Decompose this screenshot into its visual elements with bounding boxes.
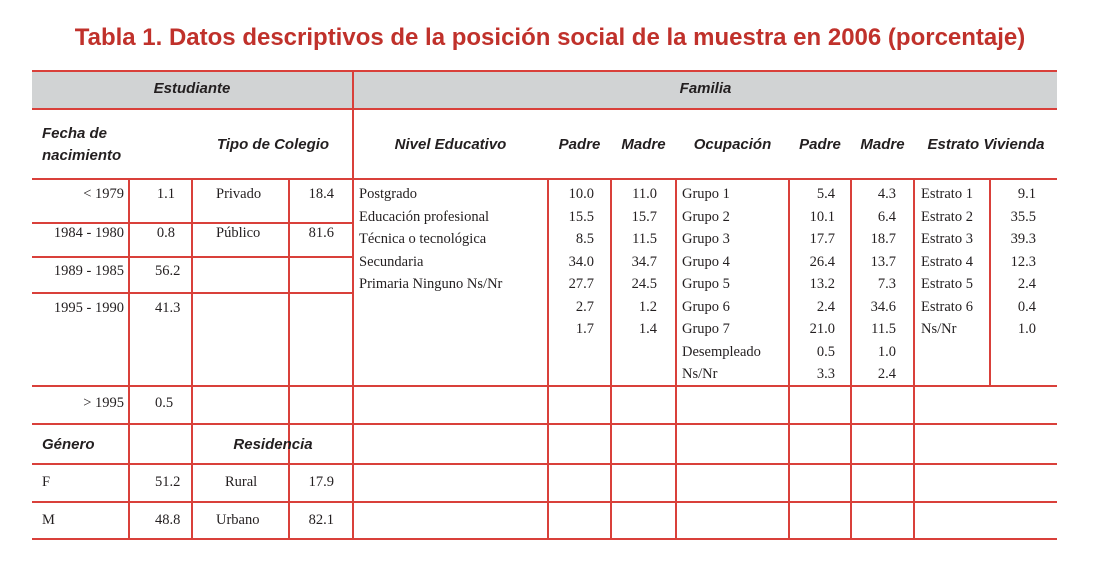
rule-row-m xyxy=(32,501,1057,503)
education-mother-value: 1.2 xyxy=(638,298,657,315)
rule-row-gt1995 xyxy=(32,385,1057,387)
occupation-father-value: 13.2 xyxy=(809,276,835,292)
header-housing-stratum: Estrato Vivienda xyxy=(927,136,1045,153)
education-father-value: 1.7 xyxy=(575,321,594,337)
occupation-father-value: 3.3 xyxy=(816,366,835,382)
education-level-2: Educación profesional xyxy=(359,208,490,225)
gender-label-m: M xyxy=(42,512,55,528)
education-father-value: 8.5 xyxy=(575,231,594,247)
header-education-mother: Madre xyxy=(621,136,666,153)
occupation-father-value: 21.0 xyxy=(809,321,835,337)
birth-label-5: > 1995 xyxy=(83,395,124,411)
stratum-label: Estrato 5 xyxy=(921,276,973,292)
education-mother-value: 15.7 xyxy=(631,208,657,225)
header-school-type: Tipo de Colegio xyxy=(216,136,330,153)
stratum-label: Estrato 3 xyxy=(921,231,973,247)
occupation-mother-value: 4.3 xyxy=(877,186,896,202)
col-rule-11 xyxy=(989,178,991,386)
occupation-mother-value: 7.3 xyxy=(877,276,896,292)
school-label-1: Privado xyxy=(216,186,262,202)
occupation-group: Grupo 3 xyxy=(682,231,730,247)
occupation-group: Grupo 4 xyxy=(682,253,730,270)
birth-label-4: 1995 - 1990 xyxy=(53,300,124,316)
occupation-group-list xyxy=(682,183,761,386)
stratum-label: Estrato 2 xyxy=(921,208,973,225)
occupation-mother-value: 34.6 xyxy=(870,298,896,315)
education-mother-value: 1.4 xyxy=(638,321,657,337)
birth-value-2: 0.8 xyxy=(156,225,175,241)
stratum-label: Estrato 4 xyxy=(921,253,973,270)
occupation-father-value: 2.4 xyxy=(816,298,835,315)
occupation-group: Grupo 2 xyxy=(682,208,730,225)
birth-label-2: 1984 - 1980 xyxy=(53,225,124,241)
occupation-mother-value: 2.4 xyxy=(877,366,896,382)
occupation-mother-values xyxy=(852,183,896,386)
stratum-value: 9.1 xyxy=(1017,186,1036,202)
residence-value-urban: 82.1 xyxy=(308,512,334,528)
residence-label-rural: Rural xyxy=(225,474,258,490)
rule-under-headers xyxy=(32,178,1057,180)
header-gender: Género xyxy=(42,436,95,453)
header-occupation-mother: Madre xyxy=(860,136,905,153)
occupation-father-value: 5.4 xyxy=(816,186,835,202)
stratum-label: Estrato 1 xyxy=(921,186,973,202)
education-level-4: Secundaria xyxy=(359,253,424,270)
school-value-2: 81.6 xyxy=(308,225,334,241)
stratum-value: 12.3 xyxy=(1010,253,1036,270)
education-level-1: Postgrado xyxy=(359,186,417,202)
stratum-value-list xyxy=(992,183,1036,341)
birth-label-1: < 1979 xyxy=(83,186,124,202)
education-father-value: 10.0 xyxy=(568,186,594,202)
education-father-values xyxy=(549,183,594,341)
occupation-group: Grupo 1 xyxy=(682,186,730,202)
gender-label-f: F xyxy=(42,474,51,490)
birth-value-1: 1.1 xyxy=(156,186,175,202)
occupation-mother-value: 1.0 xyxy=(877,343,896,360)
occupation-group: Desempleado xyxy=(682,343,761,360)
occupation-group: Grupo 5 xyxy=(682,276,730,292)
education-mother-value: 24.5 xyxy=(631,276,657,292)
education-mother-value: 11.5 xyxy=(632,231,657,247)
birth-label-3: 1989 - 1985 xyxy=(53,263,124,279)
rule-row-f xyxy=(32,463,1057,465)
header-birth-date: Fecha de nacimiento xyxy=(42,125,122,164)
rule-under-sections xyxy=(32,108,1057,110)
header-education-level: Nivel Educativo xyxy=(394,136,507,153)
stratum-value: 2.4 xyxy=(1017,276,1036,292)
stratum-value: 35.5 xyxy=(1010,208,1036,225)
school-label-2: Público xyxy=(216,225,261,241)
education-father-value: 15.5 xyxy=(568,208,594,225)
education-father-value: 27.7 xyxy=(568,276,594,292)
occupation-group: Ns/Nr xyxy=(682,366,718,382)
occupation-mother-value: 6.4 xyxy=(877,208,896,225)
education-level-5: Primaria Ninguno Ns/Nr xyxy=(359,276,503,292)
occupation-father-value: 10.1 xyxy=(809,208,835,225)
occupation-father-value: 26.4 xyxy=(809,253,835,270)
education-level-list xyxy=(359,183,502,296)
residence-label-urban: Urbano xyxy=(216,512,260,528)
birth-value-5: 0.5 xyxy=(155,395,174,411)
header-residence: Residencia xyxy=(233,436,313,453)
education-mother-value: 11.0 xyxy=(632,186,657,202)
birth-value-4: 41.3 xyxy=(155,300,181,316)
stratum-value: 39.3 xyxy=(1010,231,1036,247)
stratum-label: Estrato 6 xyxy=(921,298,973,315)
rule-top xyxy=(32,70,1057,72)
occupation-mother-value: 13.7 xyxy=(870,253,896,270)
data-table xyxy=(32,70,1057,540)
header-occupation: Ocupación xyxy=(693,136,772,153)
rule-bottom xyxy=(32,538,1057,540)
school-value-1: 18.4 xyxy=(308,186,334,202)
col-rule-2 xyxy=(191,178,193,539)
occupation-father-values xyxy=(790,183,835,386)
stratum-value: 0.4 xyxy=(1017,298,1036,315)
stratum-value: 1.0 xyxy=(1017,321,1036,337)
occupation-father-value: 0.5 xyxy=(816,343,835,360)
table-title: Tabla 1. Datos descriptivos de la posición social de la muestra en 2006 (porcentaje) xyxy=(74,24,1026,51)
education-father-value: 2.7 xyxy=(575,298,594,315)
education-level-3: Técnica o tecnológica xyxy=(359,231,487,247)
header-education-father: Padre xyxy=(558,136,601,153)
section-student: Estudiante xyxy=(153,80,231,97)
education-mother-value: 34.7 xyxy=(631,253,657,270)
birth-value-3: 56.2 xyxy=(155,263,181,279)
section-family: Familia xyxy=(679,80,732,97)
residence-value-rural: 17.9 xyxy=(308,474,334,490)
occupation-father-value: 17.7 xyxy=(809,231,835,247)
col-rule-10 xyxy=(913,178,915,539)
education-mother-values xyxy=(612,183,657,341)
gender-value-f: 51.2 xyxy=(155,474,181,490)
header-occupation-father: Padre xyxy=(799,136,841,153)
stratum-label-list xyxy=(921,183,973,341)
occupation-mother-value: 18.7 xyxy=(870,231,896,247)
education-father-value: 34.0 xyxy=(568,253,594,270)
occupation-group: Grupo 6 xyxy=(682,298,730,315)
occupation-group: Grupo 7 xyxy=(682,321,730,337)
col-rule-7 xyxy=(675,178,677,539)
stratum-label: Ns/Nr xyxy=(921,321,957,337)
rule-row-gender-header xyxy=(32,423,1057,425)
occupation-mother-value: 11.5 xyxy=(871,321,896,337)
gender-value-m: 48.8 xyxy=(155,512,181,528)
